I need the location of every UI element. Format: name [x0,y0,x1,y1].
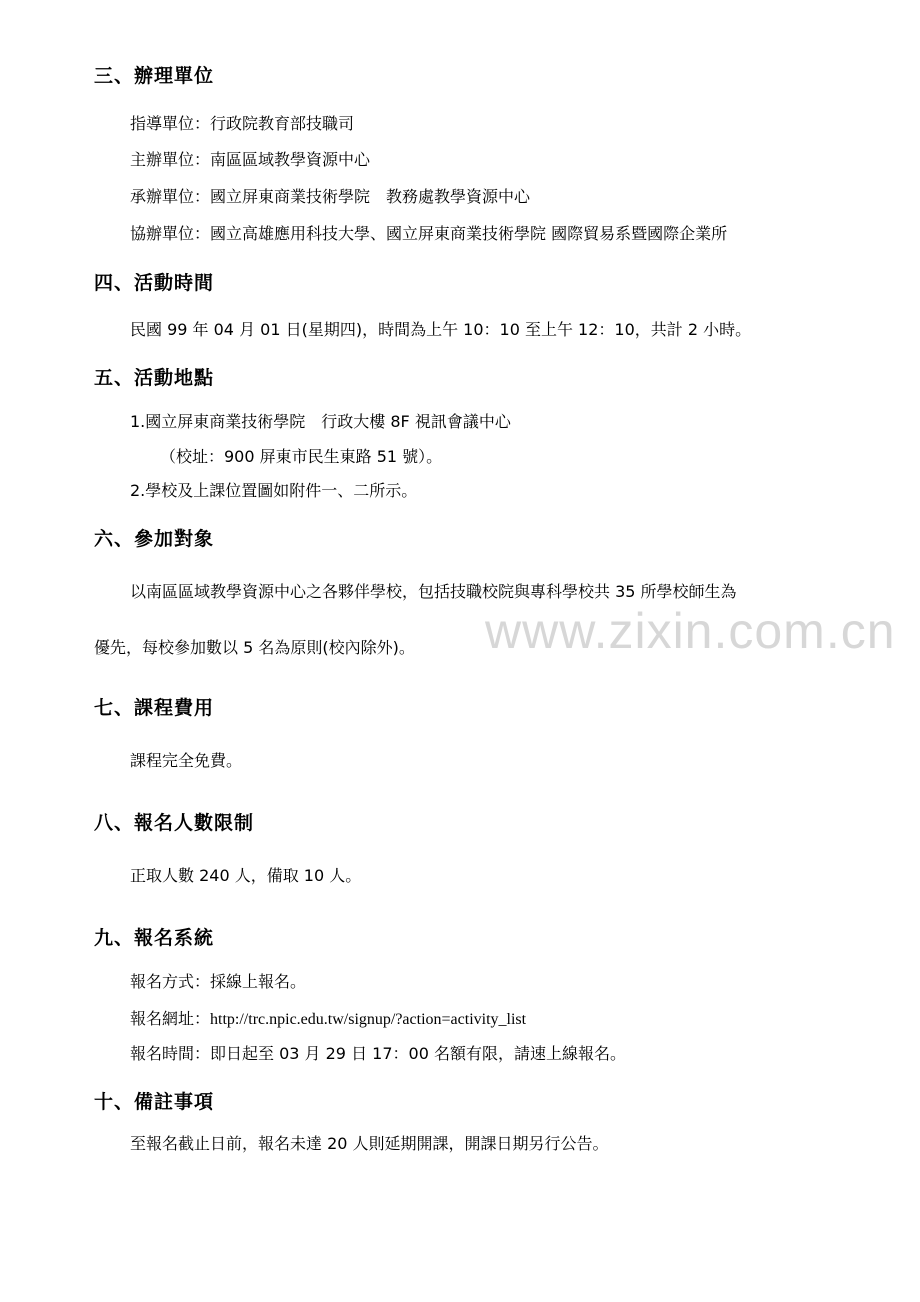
section-6-heading: 六、參加對象 [94,528,215,550]
section-9-line-1: 報名方式：採線上報名。 [130,972,307,991]
section-5-line-3: 2.學校及上課位置圖如附件一、二所示。 [130,481,418,500]
section-5-heading: 五、活動地點 [94,367,215,389]
section-8-line-1: 正取人數 240 人，備取 10 人。 [130,866,362,885]
section-7-line-1: 課程完全免費。 [130,751,243,770]
section-3-line-2: 主辦單位：南區區域教學資源中心 [130,150,371,169]
section-4-heading: 四、活動時間 [94,272,215,294]
section-8-heading: 八、報名人數限制 [94,812,255,834]
section-6-line-1: 以南區區域教學資源中心之各夥伴學校，包括技職校院與專科學校共 35 所學校師生為 [130,582,737,601]
section-10-line-1: 至報名截止日前，報名未達 20 人則延期開課，開課日期另行公告。 [130,1134,609,1153]
watermark: www.zixin.com.cn [485,603,896,659]
section-3-heading: 三、辦理單位 [94,65,215,87]
section-7-heading: 七、課程費用 [94,697,215,719]
signup-url[interactable]: http://trc.npic.edu.tw/signup/?action=activity_list [210,1011,527,1028]
section-9-heading: 九、報名系統 [94,927,215,949]
section-10-heading: 十、備註事項 [94,1091,215,1113]
section-3-line-3: 承辦單位：國立屏東商業技術學院 教務處教學資源中心 [130,187,531,206]
section-9-line-3: 報名時間：即日起至 03 月 29 日 17：00 名額有限，請速上線報名。 [130,1044,626,1063]
section-4-line-1: 民國 99 年 04 月 01 日(星期四)，時間為上午 10：10 至上午 12：10，共計 2 小時。 [130,320,752,339]
section-3-line-1: 指導單位：行政院教育部技職司 [130,114,355,133]
section-6-line-2: 優先，每校參加數以 5 名為原則(校內除外)。 [94,638,415,657]
section-3-line-4: 協辦單位：國立高雄應用科技大學、國立屏東商業技術學院 國際貿易系暨國際企業所 [130,224,728,243]
section-5-line-1: 1.國立屏東商業技術學院 行政大樓 8F 視訊會議中心 [130,412,511,431]
section-9-line-2 [130,1009,526,1030]
signup-url-label: 報名網址： [130,1009,211,1028]
section-5-line-2: （校址：900 屏東市民生東路 51 號）。 [160,447,443,466]
